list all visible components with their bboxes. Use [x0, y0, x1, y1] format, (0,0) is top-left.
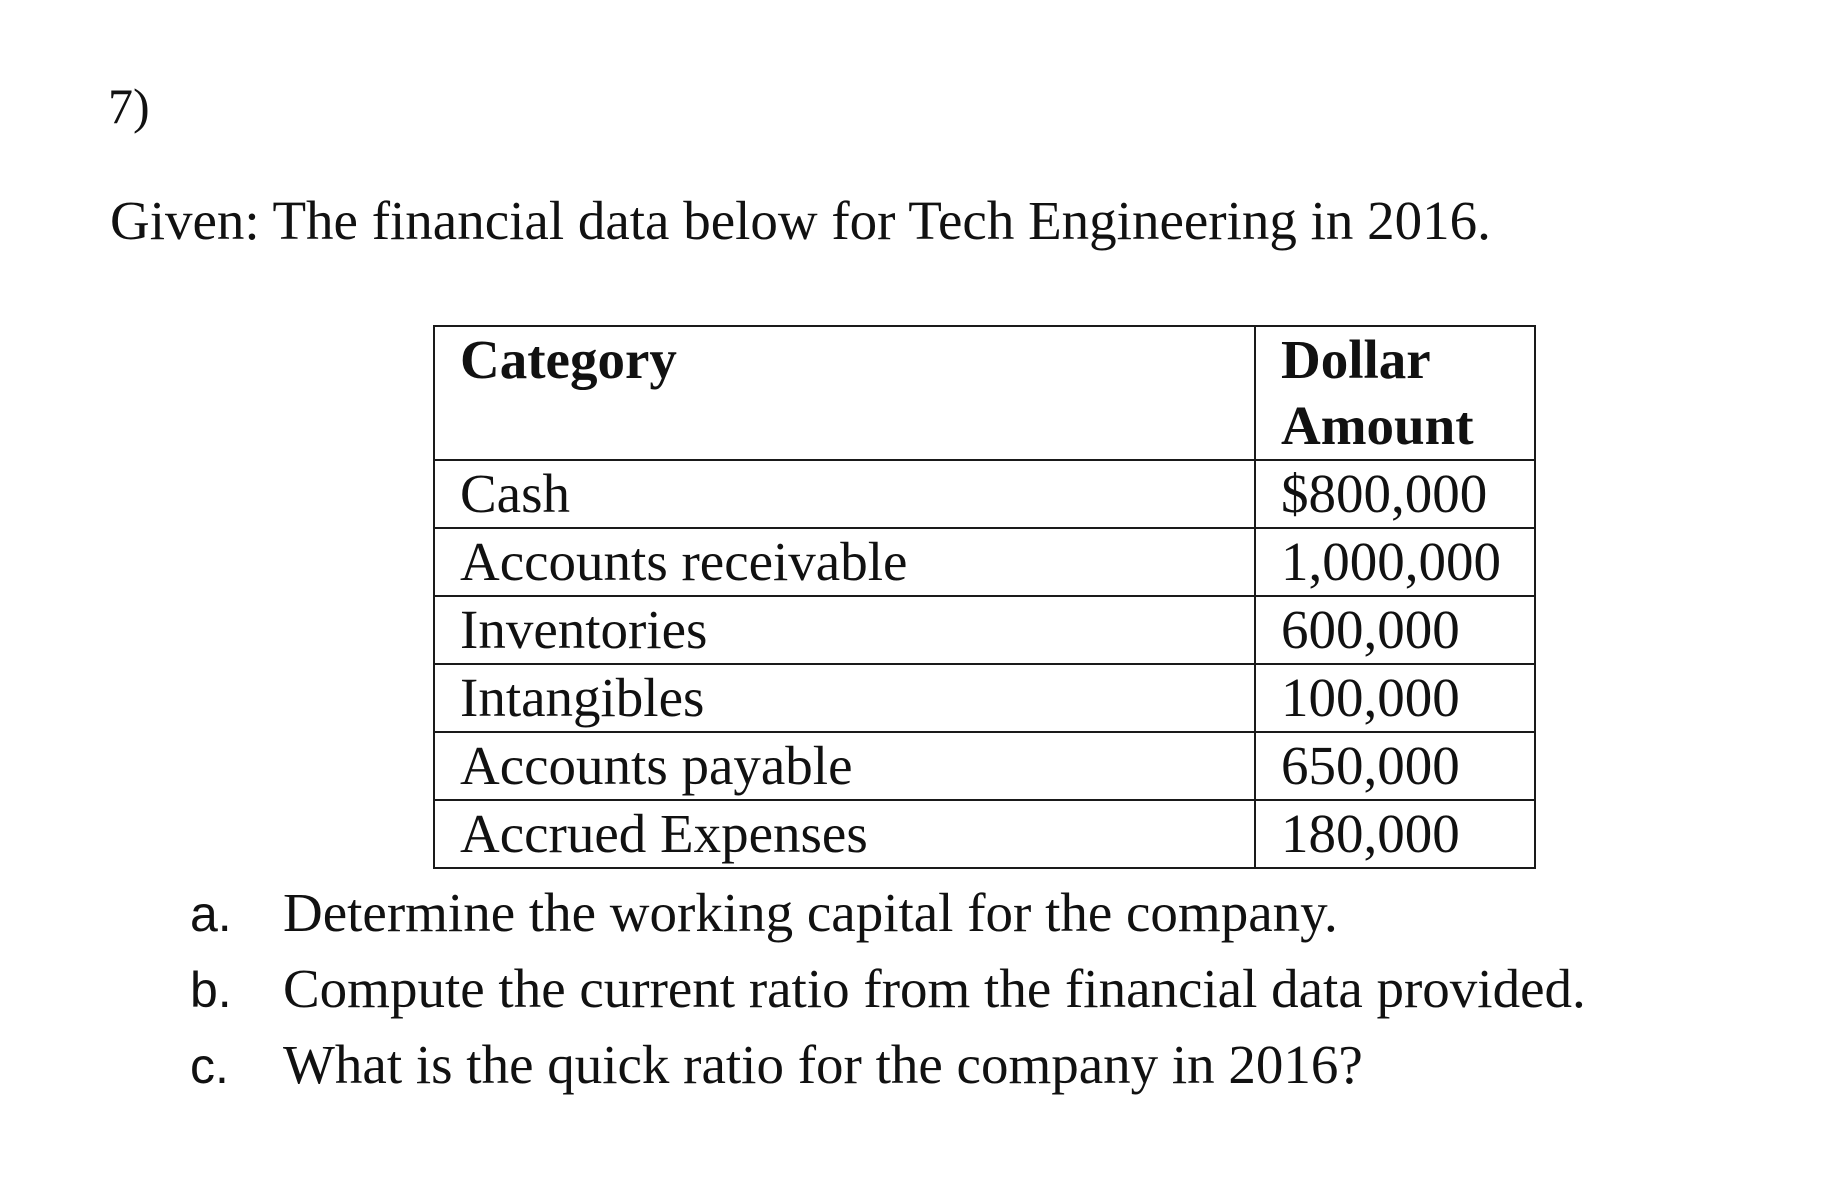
row-category: Cash [434, 460, 1255, 528]
question-item [190, 880, 1586, 956]
question-text: Compute the current ratio from the financial data provided. [283, 958, 1586, 1019]
row-category: Intangibles [434, 664, 1255, 732]
header-category: Category [434, 326, 1255, 460]
row-amount: 1,000,000 [1255, 528, 1535, 596]
question-marker: c. [190, 1038, 229, 1094]
question-text: Determine the working capital for the company. [283, 882, 1338, 943]
table-row [434, 528, 1535, 596]
row-category: Accounts receivable [434, 528, 1255, 596]
question-marker: b. [190, 962, 232, 1018]
row-amount: 600,000 [1255, 596, 1535, 664]
row-category: Inventories [434, 596, 1255, 664]
question-text: What is the quick ratio for the company in 2016? [283, 1034, 1363, 1095]
table-row [434, 732, 1535, 800]
problem-number: 7) [108, 78, 150, 134]
row-amount: $800,000 [1255, 460, 1535, 528]
question-item [190, 1032, 1586, 1108]
given-statement: Given: The financial data below for Tech Engineering in 2016. [110, 190, 1491, 251]
question-list [190, 880, 1586, 1108]
question-item [190, 956, 1586, 1032]
financial-data-table [433, 325, 1536, 869]
header-amount: Amount [1281, 395, 1474, 456]
table-row [434, 596, 1535, 664]
question-marker: a. [190, 886, 232, 942]
table-row [434, 664, 1535, 732]
row-amount: 650,000 [1255, 732, 1535, 800]
row-amount: 100,000 [1255, 664, 1535, 732]
row-category: Accounts payable [434, 732, 1255, 800]
header-dollar-amount [1255, 326, 1535, 460]
row-amount: 180,000 [1255, 800, 1535, 868]
header-dollar: Dollar [1281, 329, 1431, 390]
table-header-row [434, 326, 1535, 460]
table-row [434, 460, 1535, 528]
table-row [434, 800, 1535, 868]
row-category: Accrued Expenses [434, 800, 1255, 868]
